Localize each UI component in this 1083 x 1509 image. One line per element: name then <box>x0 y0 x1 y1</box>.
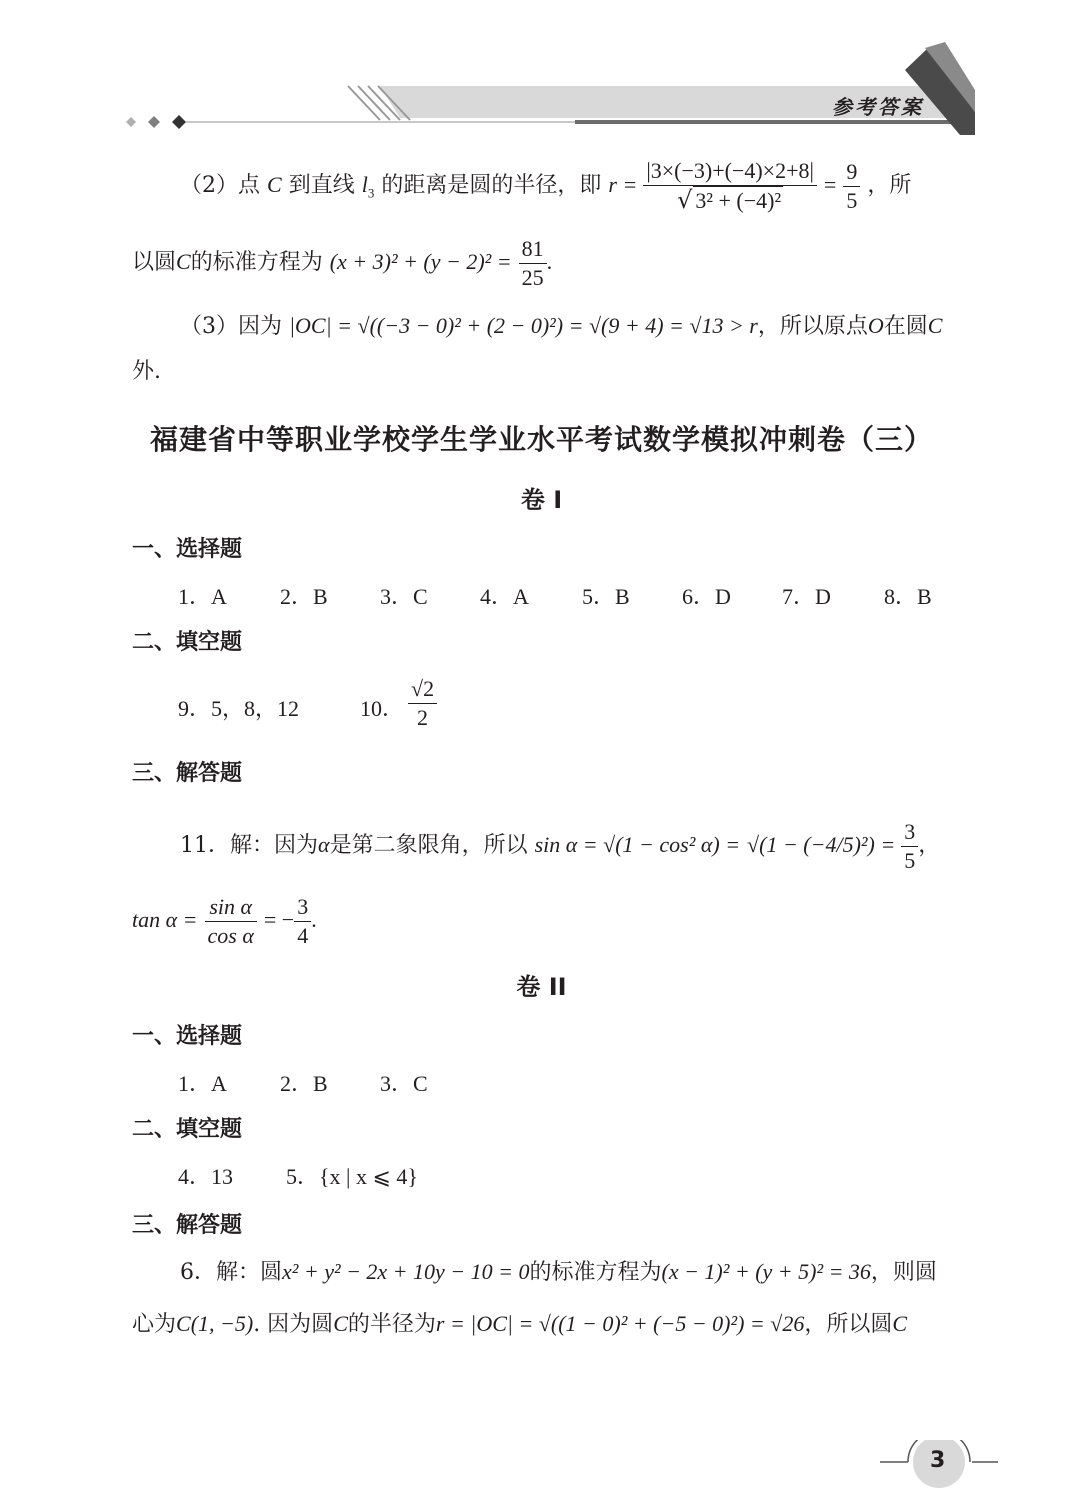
header-decoration <box>0 0 1083 150</box>
distance-fraction: $\frac{|3\times(-3)+(-4)\times 2+8|}{\text{√ 3² + (−4)²}}$ <box>643 157 817 215</box>
answer-part-3-cont: 外. <box>132 359 161 384</box>
answer-item: 3．C <box>380 1071 428 1096</box>
answer-part-2-cont: 以圆C的标准方程为 (x + 3)² + (y − 2)² = $\frac{81}{25}$ . <box>132 235 553 290</box>
answer-item: 6．D <box>682 584 731 609</box>
answer-item: 7．D <box>782 584 831 609</box>
page-header <box>0 0 1083 150</box>
answer-item: 1．A <box>178 584 227 609</box>
fill-answer-9: 9．5，8，12 <box>178 696 300 721</box>
fill-answer-4: 4．13 <box>178 1164 234 1189</box>
question-11-tan: tan α = $\frac{\text{sin α}}{\text{cos α}}$ = − $\frac{3}{4}$ . <box>132 893 317 948</box>
answer-item: 2．B <box>280 1071 328 1096</box>
answer-item: 2．B <box>280 584 328 609</box>
oc-distance: |OC| = √((−3 − 0)² + (2 − 0)²) = √(9 + 4) = √13 > r <box>289 313 758 338</box>
section-choice-2: 一、选择题 <box>132 1024 243 1049</box>
radius-fraction: $\frac{9}{5}$ <box>843 158 860 215</box>
text: ，所 <box>867 173 912 198</box>
fill-answer-5: 5．{x | x ⩽ 4} <box>286 1164 418 1189</box>
text: 的距离是圆的半径，即 <box>381 173 602 198</box>
text: （2）点 <box>180 173 260 198</box>
page-number-badge <box>880 1440 1000 1500</box>
section-choice: 一、选择题 <box>132 537 243 562</box>
volume-2-heading: 卷 II <box>516 973 567 1001</box>
answer-item: 5．B <box>582 584 630 609</box>
answer-item: 3．C <box>380 584 428 609</box>
text: 到直线 <box>288 173 355 198</box>
question-6-cont: 心为C(1, −5). 因为圆C的半径为r = |OC| = √((1 − 0)² + (−5 − 0)²) = √26，所以圆C <box>132 1311 908 1337</box>
fill-answer-10-fraction: $\frac{√2}{2}$ <box>408 675 437 732</box>
question-6: 6．解：圆x² + y² − 2x + 10y − 10 = 0的标准方程为(x − 1)² + (y + 5)² = 36，则圆 <box>180 1259 937 1285</box>
header-title: 参考答案 <box>832 95 924 119</box>
section-solution: 三、解答题 <box>132 761 243 786</box>
section-solution-2: 三、解答题 <box>132 1213 243 1238</box>
page-number: 3 <box>930 1448 946 1473</box>
section-fill-2: 二、填空题 <box>132 1117 243 1142</box>
question-11: 11．解：因为α是第二象限角，所以 sin α = √(1 − cos² α) = √(1 − (−4/5)²) = $\frac{3}{5}$ ， <box>180 818 941 873</box>
circle-equation: (x + 3)² + (y − 2)² = <box>329 249 512 274</box>
answer-item: 4．A <box>480 584 529 609</box>
section-fill: 二、填空题 <box>132 630 243 655</box>
answer-item: 1．A <box>178 1071 227 1096</box>
answer-part-3: （3）因为 |OC| = √((−3 − 0)² + (2 − 0)²) = √(9 + 4) = √13 > r，所以原点O在圆C <box>180 313 943 339</box>
volume-1-heading: 卷 I <box>520 486 563 514</box>
fill-answer-10: 10． <box>360 696 405 721</box>
exam-title: 福建省中等职业学校学生学业水平考试数学模拟冲刺卷（三） <box>149 423 933 456</box>
answer-item: 8．B <box>884 584 932 609</box>
answer-part-2: （2）点 C 到直线 $l_3$ 的距离是圆的半径，即 r = $\frac{|3\times(-3)+(-4)\times 2+8|}{\text{√ 3² + (−4)²}}$ = $\frac{9}{5}$ ，所 <box>180 158 912 214</box>
